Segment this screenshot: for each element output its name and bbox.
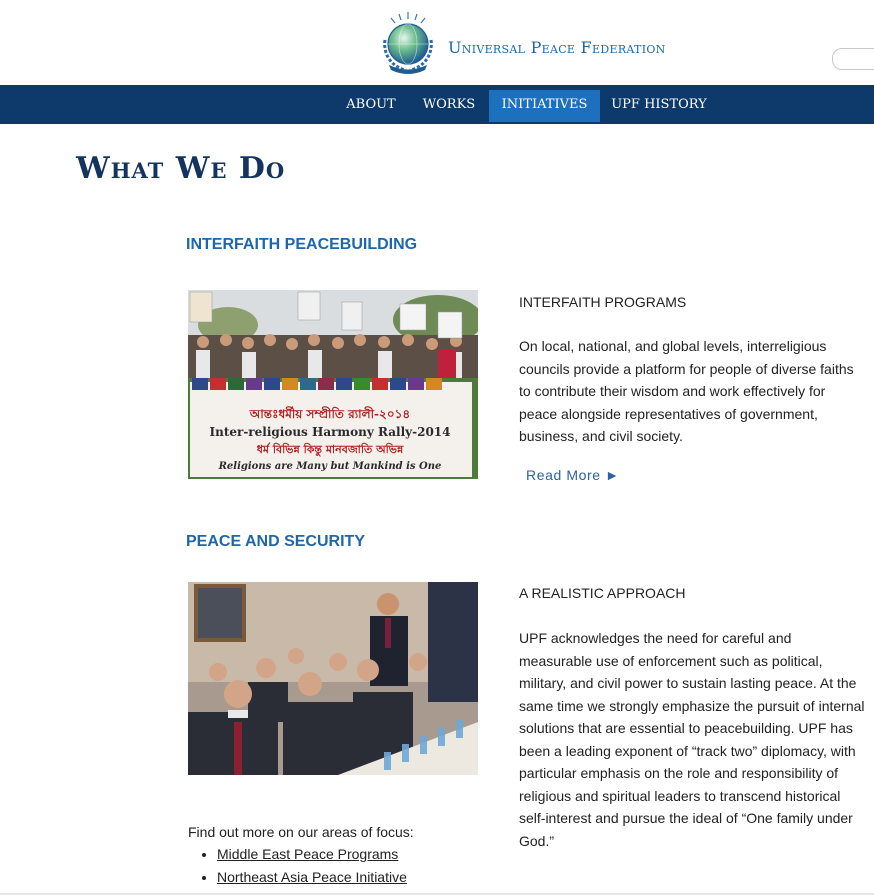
upf-logo-icon[interactable] [375,10,441,76]
nav-item-initiatives[interactable]: INITIATIVES [489,90,600,122]
banner-line-english-1: Inter-religious Harmony Rally-2014 [209,425,451,439]
nav-item-about[interactable]: ABOUT [346,97,396,112]
section-title-interfaith[interactable]: INTERFAITH PEACEBUILDING [186,236,418,253]
nav-item-works[interactable]: WORKS [422,97,476,112]
card-text-interfaith: On local, national, and global levels, interreligious councils provide a platform for people of diverse faiths to contribute their wisdom and work effectively for peace alongside representatives of government, business, and civil society. [519,338,854,444]
middle-east-peace-link[interactable]: Middle East Peace Programs [217,846,399,862]
banner-line-bengali-2: ধর্ম বিভিন্ন কিন্তু মানবজাতি অভিন্ন [256,443,404,456]
card-heading-realistic-approach: A REALISTIC APPROACH [519,585,686,601]
banner-line-english-2: Religions are Many but Mankind is One [218,461,442,472]
banner-line-bengali-1: আন্তঃধর্মীয় সম্প্রীতি র‍্যালী-২০১৪ [249,407,411,421]
site-header [0,0,874,85]
page-title: What We Do [76,151,286,186]
read-more-link[interactable]: Read More ► [526,467,620,483]
main-nav [0,85,874,124]
list-item [217,866,407,889]
focus-intro: Find out more on our areas of focus: [188,824,414,840]
northeast-asia-peace-link[interactable]: Northeast Asia Peace Initiative [217,868,407,885]
peace-security-meeting-photo[interactable] [188,582,478,775]
interfaith-rally-photo[interactable] [188,290,478,479]
card-heading-interfaith-programs: INTERFAITH PROGRAMS [519,294,687,310]
nav-item-upf-history[interactable]: UPF HISTORY [611,97,707,112]
list-item [217,843,407,866]
brand-name[interactable]: Universal Peace Federation [448,38,666,57]
focus-links-list [200,843,407,888]
search-input[interactable] [832,48,874,70]
card-text-peace-security: UPF acknowledges the need for careful and measurable use of enforcement such as political, military, and civil power to sustain lasting peace. At the same time we strongly emphasize the pursuit of internal solutions that are essential to peacebuilding. UPF has been a leading exponent of “track two” diplomacy, with particular emphasis on the role and responsibility of religious and spiritual leaders to transcend historical self-interest and pursue the ideal of “One family under God.” [519,630,865,849]
section-title-peace-security[interactable]: PEACE AND SECURITY [186,533,365,550]
